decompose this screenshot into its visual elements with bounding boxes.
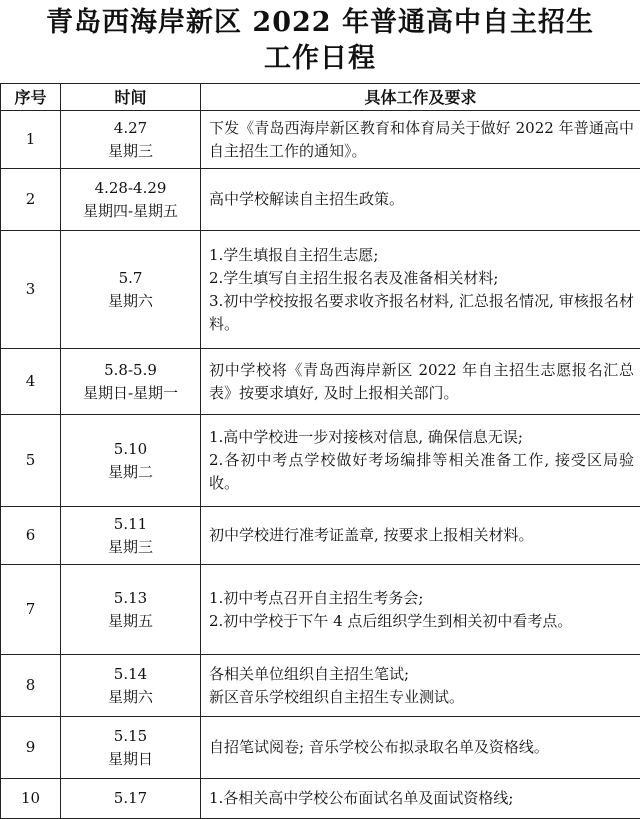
table-row — [1, 507, 640, 565]
row-weekday: 星期三 — [61, 140, 200, 163]
title-line-1: 青岛西海岸新区 2022 年普通高中自主招生 — [0, 6, 640, 40]
row-number: 1 — [1, 111, 61, 169]
requirement-line: 1.初中考点召开自主招生考务会; — [209, 587, 634, 610]
requirement-line: 下发《青岛西海岸新区教育和体育局关于做好 2022 年普通高中自主招生工作的通知》。 — [209, 117, 634, 163]
row-date: 5.7 — [61, 267, 200, 290]
row-date: 5.11 — [61, 513, 200, 536]
row-time — [61, 231, 201, 349]
requirement-line: 2.初中学校于下午 4 点后组织学生到相关初中看考点。 — [209, 610, 634, 633]
requirement-line: 自招笔试阅卷; 音乐学校公布拟录取名单及资格线。 — [209, 736, 634, 759]
row-time — [61, 169, 201, 231]
row-requirements — [201, 349, 640, 415]
row-weekday: 星期二 — [61, 461, 200, 484]
row-weekday: 星期日-星期一 — [61, 382, 200, 405]
row-number: 2 — [1, 169, 61, 231]
row-time — [61, 565, 201, 655]
requirement-line: 1.学生填报自主招生志愿; — [209, 244, 634, 267]
table-row — [1, 111, 640, 169]
row-date: 5.15 — [61, 725, 200, 748]
row-number: 7 — [1, 565, 61, 655]
row-weekday: 星期五 — [61, 610, 200, 633]
row-time — [61, 415, 201, 507]
row-time — [61, 717, 201, 779]
title-line-2: 工作日程 — [0, 42, 640, 76]
row-weekday: 星期日 — [61, 748, 200, 771]
row-number: 5 — [1, 415, 61, 507]
table-row — [1, 231, 640, 349]
requirement-line: 2.各初中考点学校做好考场编排等相关准备工作, 接受区局验收。 — [209, 449, 634, 495]
requirement-line: 2.学生填写自主招生报名表及准备相关材料; — [209, 267, 634, 290]
row-date: 5.13 — [61, 587, 200, 610]
row-time — [61, 655, 201, 717]
row-requirements — [201, 415, 640, 507]
row-requirements — [201, 655, 640, 717]
row-requirements — [201, 507, 640, 565]
table-row — [1, 169, 640, 231]
row-weekday: 星期三 — [61, 536, 200, 559]
header-time: 时间 — [61, 84, 201, 111]
row-date: 4.27 — [61, 117, 200, 140]
row-date: 5.14 — [61, 663, 200, 686]
row-requirements — [201, 779, 640, 819]
row-requirements — [201, 169, 640, 231]
row-time — [61, 349, 201, 415]
table-row — [1, 415, 640, 507]
requirement-line: 1.各相关高中学校公布面试名单及面试资格线; — [209, 787, 634, 810]
row-number: 10 — [1, 779, 61, 819]
row-time — [61, 507, 201, 565]
row-date: 5.8-5.9 — [61, 359, 200, 382]
row-time — [61, 111, 201, 169]
table-header-row — [1, 84, 640, 111]
row-number: 8 — [1, 655, 61, 717]
row-weekday: 星期四-星期五 — [61, 200, 200, 223]
requirement-line: 新区音乐学校组织自主招生专业测试。 — [209, 686, 634, 709]
requirement-line: 3.初中学校按报名要求收齐报名材料, 汇总报名情况, 审核报名材料。 — [209, 290, 634, 336]
requirement-line: 初中学校将《青岛西海岸新区 2022 年自主招生志愿报名汇总表》按要求填好, 及时上报相关部门。 — [209, 359, 634, 405]
requirement-line: 各相关单位组织自主招生笔试; — [209, 663, 634, 686]
row-time — [61, 779, 201, 819]
schedule-table — [0, 83, 640, 819]
table-row — [1, 655, 640, 717]
row-number: 6 — [1, 507, 61, 565]
row-number: 4 — [1, 349, 61, 415]
row-requirements — [201, 111, 640, 169]
table-row — [1, 565, 640, 655]
row-weekday: 星期六 — [61, 686, 200, 709]
row-date: 4.28-4.29 — [61, 177, 200, 200]
row-weekday: 星期六 — [61, 290, 200, 313]
requirement-line: 高中学校解读自主招生政策。 — [209, 188, 634, 211]
row-date: 5.17 — [61, 787, 200, 810]
table-row — [1, 717, 640, 779]
row-requirements — [201, 717, 640, 779]
header-requirements: 具体工作及要求 — [201, 84, 640, 111]
row-requirements — [201, 231, 640, 349]
row-requirements — [201, 565, 640, 655]
row-number: 3 — [1, 231, 61, 349]
table-row — [1, 779, 640, 819]
row-number: 9 — [1, 717, 61, 779]
document-title — [0, 6, 640, 76]
table-row — [1, 349, 640, 415]
row-date: 5.10 — [61, 438, 200, 461]
requirement-line: 1.高中学校进一步对接核对信息, 确保信息无误; — [209, 426, 634, 449]
header-serial-number: 序号 — [1, 84, 61, 111]
requirement-line: 初中学校进行准考证盖章, 按要求上报相关材料。 — [209, 524, 634, 547]
